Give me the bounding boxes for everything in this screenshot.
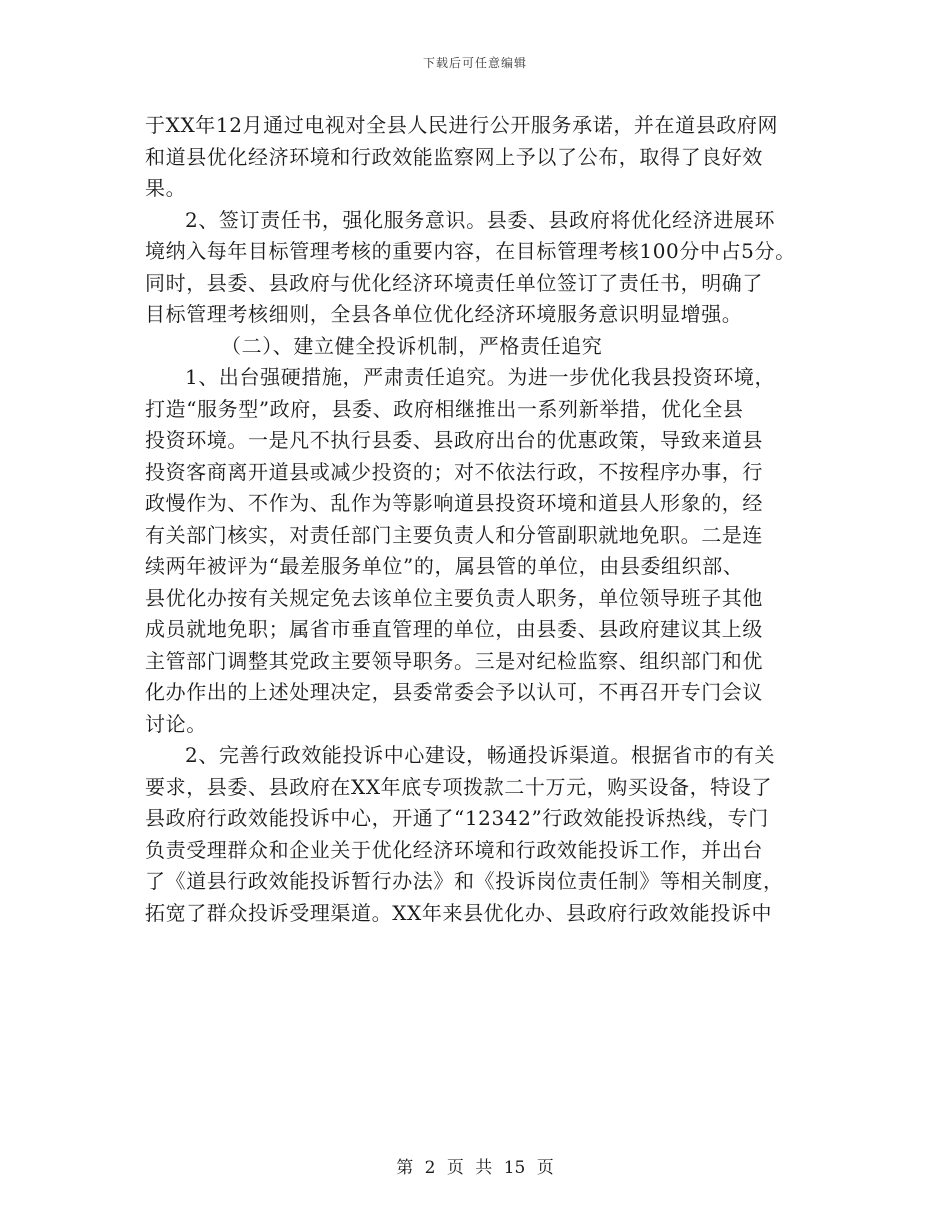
section-heading: （二）、建立健全投诉机制，严格责任追究 (221, 333, 603, 358)
body-line: 续两年被评为“最差服务单位”的，属县管的单位，由县委组织部、 (145, 554, 744, 578)
body-line: 成员就地免职；属省市垂直管理的单位，由县委、县政府建议其上级 (145, 617, 763, 641)
body-line: 县政府行政效能投诉中心，开通了“12342”行政效能投诉热线，专门 (145, 806, 769, 830)
page-header: 下载后可任意编辑 (422, 56, 527, 70)
body-line: 2、完善行政效能投诉中心建设，畅通投诉渠道。根据省市的有关 (185, 743, 776, 767)
body-line: 境纳入每年目标管理考核的重要内容，在目标管理考核100分中占5分。 (145, 239, 796, 263)
body-line: 了《道县行政效能投诉暂行办法》和《投诉岗位责任制》等相关制度， (145, 869, 784, 893)
body-line: 打造“服务型”政府，县委、政府相继推出一系列新举措，优化全县 (145, 396, 744, 421)
body-line: 投资环境。一是凡不执行县委、县政府出台的优惠政策，导致来道县 (145, 428, 763, 452)
body-line: 县优化办按有关规定免去该单位主要负责人职务，单位领导班子其他 (145, 585, 763, 610)
body-line: 投资客商离开道县或减少投资的；对不依法行政，不按程序办事，行 (145, 459, 763, 484)
document-body (145, 110, 835, 929)
body-line: 于XX年12月通过电视对全县人民进行公开服务承诺，并在道县政府网 (145, 113, 779, 137)
body-line: 和道县优化经济环境和行政效能监察网上予以了公布，取得了良好效 (145, 144, 763, 169)
body-line: 2、签订责任书，强化服务意识。县委、县政府将优化经济进展环 (185, 207, 776, 232)
body-line: 有关部门核实，对责任部门主要负责人和分管副职就地免职。二是连 (145, 522, 763, 547)
body-line: 目标管理考核细则，全县各单位优化经济环境服务意识明显增强。 (145, 302, 743, 326)
body-line: 主管部门调整其党政主要领导职务。三是对纪检监察、组织部门和优 (145, 648, 763, 673)
body-line: 讨论。 (145, 711, 207, 736)
body-line: 化办作出的上述处理决定，县委常委会予以认可，不再召开专门会议 (145, 680, 763, 704)
body-line: 拓宽了群众投诉受理渠道。XX年来县优化办、县政府行政效能投诉中 (145, 900, 773, 925)
body-line: 要求，县委、县政府在XX年底专项拨款二十万元，购买设备，特设了 (145, 774, 773, 799)
page-number: 第 2 页 共 15 页 (396, 1158, 554, 1178)
body-line: 负责受理群众和企业关于优化经济环境和行政效能投诉工作，并出台 (145, 837, 763, 862)
body-line: 1、出台强硬措施，严肃责任追究。为进一步优化我县投资环境， (185, 365, 776, 389)
body-line: 同时，县委、县政府与优化经济环境责任单位签订了责任书，明确了 (145, 270, 763, 295)
body-line: 政慢作为、不作为、乱作为等影响道县投资环境和道县人形象的，经 (145, 491, 763, 515)
body-line: 果。 (145, 176, 187, 200)
